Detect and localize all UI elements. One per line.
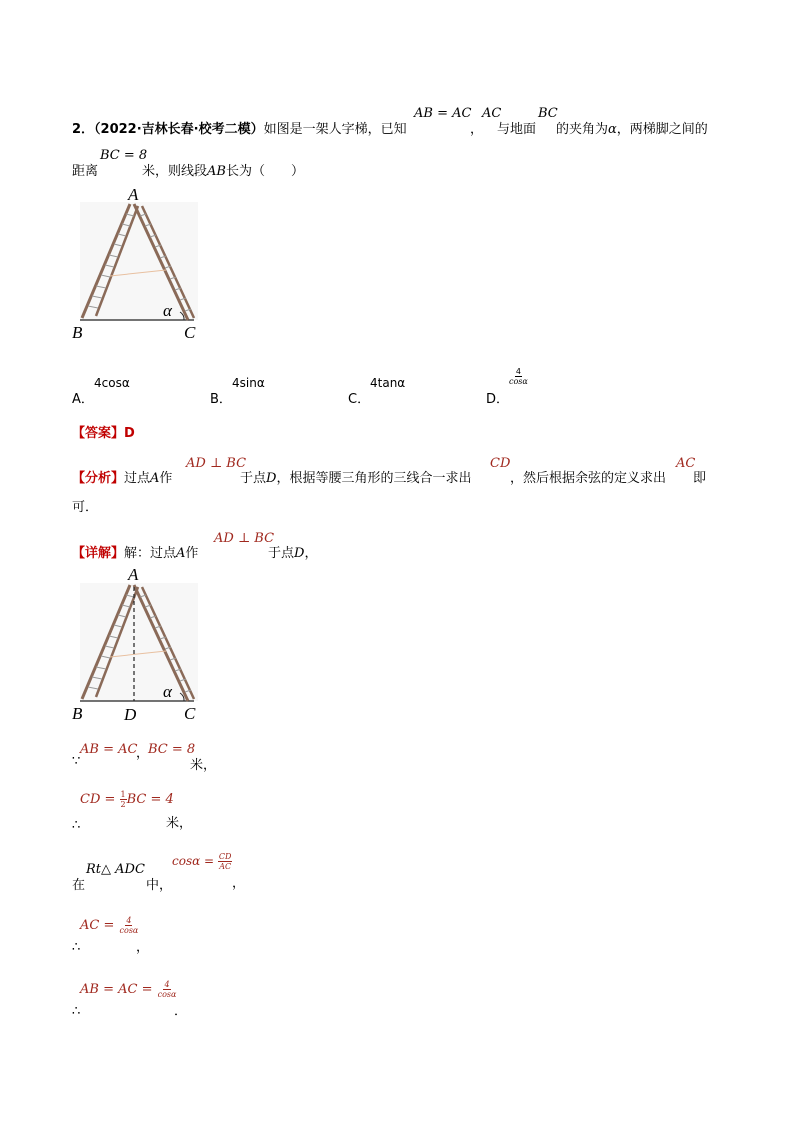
analysis-math-cd: CD — [490, 456, 511, 471]
analysis-line-1 — [72, 467, 172, 486]
label-C: C — [184, 323, 196, 342]
answer-line — [72, 422, 135, 441]
question-number: 2． — [72, 122, 95, 137]
detail-t2: 作 — [185, 546, 199, 561]
analysis-tag: 【分析】 — [72, 471, 125, 486]
analysis-point-a: A — [150, 471, 160, 486]
detail-t3: 于点 — [268, 546, 295, 561]
step2-den: 2 — [120, 800, 126, 809]
step1-ab-ac: AB = AC — [80, 742, 138, 757]
question-text-2: 与地面 — [497, 122, 537, 137]
step3-end: ， — [232, 876, 246, 891]
step4-end: ， — [136, 940, 150, 955]
analysis-t6: 即 — [693, 471, 707, 486]
step4-math — [80, 916, 139, 935]
option-a-value: 4cosα — [94, 376, 130, 390]
step3-mid: 中， — [146, 878, 173, 893]
question-line-1 — [72, 118, 407, 137]
therefore-symbol-1: ∴ — [72, 818, 81, 833]
math-bc-8: BC = 8 — [100, 148, 148, 163]
step3-cos-lhs: cosα = — [172, 854, 215, 868]
step3-num: CD — [218, 852, 232, 861]
therefore-symbol-2: ∴ — [72, 940, 81, 955]
analysis-t3: 于点 — [240, 471, 267, 486]
analysis-t2: 作 — [159, 471, 173, 486]
math-ab-ac: AB = AC — [414, 106, 472, 121]
question-source: （2022·吉林长春·校考二模） — [94, 122, 264, 137]
analysis-t4: ，根据等腰三角形的三线合一求出 — [276, 471, 472, 486]
answer-tag: 【答案】 — [72, 426, 125, 441]
step2-rhs: BC = 4 — [126, 792, 174, 807]
step3-cos — [172, 852, 232, 871]
step3-triangle: Rt△ ADC — [86, 862, 145, 877]
step1-math — [80, 742, 137, 757]
step5-num: 4 — [164, 980, 170, 989]
option-d-den: cosα — [509, 377, 528, 386]
ladder-figure-1 — [66, 180, 216, 345]
option-d-value — [508, 366, 529, 386]
option-d-label: D． — [486, 392, 510, 407]
fig2-label-alpha: α — [163, 682, 172, 701]
step4-lhs: AC = — [80, 918, 115, 933]
detail-tag: 【详解】 — [72, 546, 125, 561]
question-text-7: 长为（ ） — [225, 164, 304, 179]
question-text-5: 距离 — [72, 164, 99, 179]
question-text-6: 米，则线段 — [142, 164, 208, 179]
detail-point-a: A — [176, 546, 186, 561]
question-text-3: 的夹角为 — [556, 122, 609, 137]
step1-unit: 米， — [190, 758, 217, 773]
step1-bc: BC = 8 — [148, 742, 196, 757]
therefore-symbol-3: ∴ — [72, 1004, 81, 1019]
question-text-4: ，两梯脚之间的 — [616, 122, 708, 137]
option-a-label: A． — [72, 392, 94, 407]
detail-t1: 解：过点 — [124, 546, 177, 561]
fig2-label-B: B — [72, 704, 83, 723]
step5-end: ． — [174, 1004, 188, 1019]
label-A: A — [128, 185, 139, 204]
step2-num: 1 — [120, 790, 126, 799]
math-bc: BC — [538, 106, 558, 121]
step5-lhs: AB = AC = — [80, 982, 153, 997]
detail-math-ad: AD ⊥ BC — [214, 531, 275, 546]
math-ac: AC — [482, 106, 502, 121]
segment-ab: AB — [207, 164, 226, 179]
option-c-value: 4tanα — [370, 376, 406, 390]
question-text-1: 如图是一架人字梯，已知 — [263, 122, 407, 137]
analysis-t7: 可． — [72, 500, 99, 515]
option-b-label: B． — [210, 392, 232, 407]
option-c-label: C． — [348, 392, 371, 407]
option-d-num: 4 — [515, 367, 521, 376]
step1-comma: ， — [136, 746, 150, 761]
step2-unit: 米， — [166, 816, 193, 831]
because-symbol: ∵ — [72, 754, 81, 769]
step2-lhs: CD = — [80, 792, 116, 807]
step4-den: cosα — [119, 926, 139, 935]
label-alpha: α — [163, 301, 172, 320]
option-b-value: 4sinα — [232, 376, 265, 390]
step3-tri — [86, 862, 145, 877]
answer-value: D — [124, 426, 135, 441]
question-text-3-line — [556, 118, 708, 137]
step2-math — [80, 790, 174, 809]
ladder-figure-2 — [66, 563, 216, 728]
detail-line — [72, 542, 198, 561]
step3-den: AC — [219, 862, 232, 871]
analysis-math-ad: AD ⊥ BC — [186, 456, 247, 471]
detail-line-b — [268, 542, 317, 561]
fig2-label-C: C — [184, 704, 196, 723]
step4-num: 4 — [126, 916, 132, 925]
fig2-label-D: D — [124, 705, 137, 724]
fig2-label-A: A — [128, 565, 139, 584]
detail-t4: ， — [304, 546, 318, 561]
step5-math — [80, 980, 177, 999]
label-B: B — [72, 323, 83, 342]
alpha-symbol: α — [608, 122, 617, 137]
step3-in: 在 — [72, 878, 86, 893]
comma: ， — [470, 122, 484, 137]
analysis-line-1b — [240, 467, 471, 486]
analysis-t1: 过点 — [124, 471, 151, 486]
step5-den: cosα — [157, 990, 177, 999]
analysis-t5: ，然后根据余弦的定义求出 — [510, 471, 667, 486]
analysis-math-ac: AC — [676, 456, 696, 471]
analysis-point-d: D — [266, 471, 277, 486]
detail-point-d: D — [294, 546, 305, 561]
question-line-2 — [142, 160, 304, 179]
